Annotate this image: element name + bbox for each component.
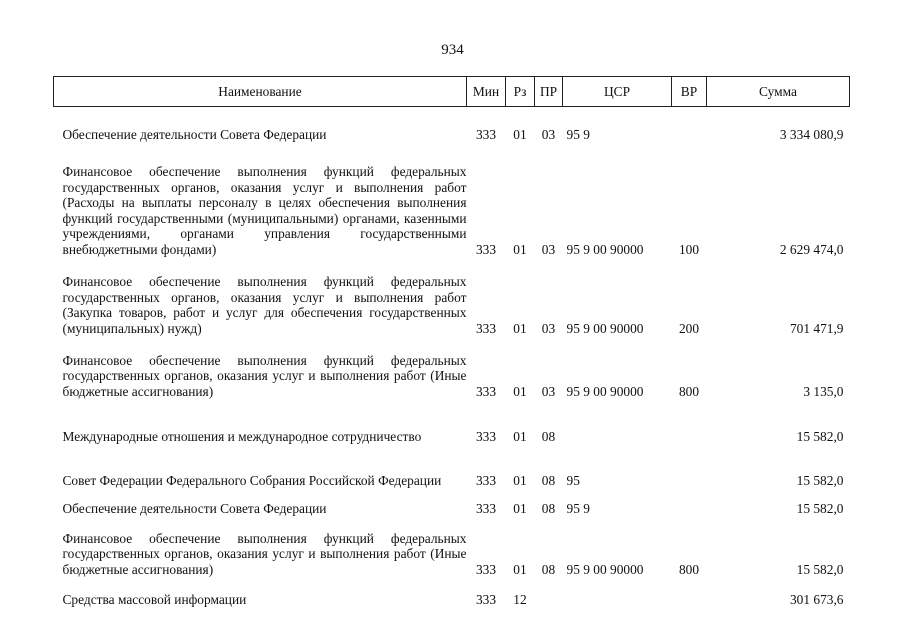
row-csr: 95 9 xyxy=(566,500,590,516)
row-csr: 95 xyxy=(566,472,580,488)
row-min: 333 xyxy=(475,383,497,399)
row-name: Совет Федерации Федерального Собрания Российской Федерации xyxy=(62,472,442,488)
row-min: 333 xyxy=(475,500,497,516)
row-name: Средства массовой информации xyxy=(62,591,247,607)
row-vr xyxy=(672,107,707,143)
row-vr: 100 xyxy=(678,241,700,257)
table-row xyxy=(54,400,850,445)
header-sum: Сумма xyxy=(707,77,850,107)
row-name: Обеспечение деятельности Совета Федерации xyxy=(62,126,327,142)
table-row xyxy=(54,489,850,517)
row-vr: 200 xyxy=(678,320,700,336)
row-vr xyxy=(672,489,707,517)
row-name: Обеспечение деятельности Совета Федерации xyxy=(62,500,327,516)
row-name: Международные отношения и международное сотрудничество xyxy=(62,428,422,444)
row-min: 333 xyxy=(475,320,497,336)
row-vr: 800 xyxy=(678,383,700,399)
row-rz: 01 xyxy=(513,428,527,444)
row-vr: 800 xyxy=(678,561,700,577)
row-min: 333 xyxy=(475,561,497,577)
row-pr: 03 xyxy=(541,126,556,142)
table-row xyxy=(54,143,850,258)
row-csr xyxy=(563,400,672,445)
row-rz: 12 xyxy=(513,591,527,607)
row-vr xyxy=(672,578,707,608)
header-min: Мин xyxy=(467,77,506,107)
header-vr: ВР xyxy=(672,77,707,107)
row-csr: 95 9 xyxy=(566,126,590,142)
row-rz: 01 xyxy=(513,383,527,399)
row-pr: 03 xyxy=(541,383,556,399)
header-name: Наименование xyxy=(54,77,467,107)
row-rz: 01 xyxy=(513,320,527,336)
row-sum: 2 629 474,0 xyxy=(779,241,844,257)
row-min: 333 xyxy=(475,591,497,607)
row-csr xyxy=(563,578,672,608)
row-pr: 03 xyxy=(541,241,556,257)
row-min: 333 xyxy=(475,428,497,444)
row-pr: 03 xyxy=(541,320,556,336)
table-row xyxy=(54,107,850,143)
page-number: 934 xyxy=(441,42,464,58)
row-rz: 01 xyxy=(513,241,527,257)
row-pr: 08 xyxy=(541,561,556,577)
row-sum: 701 471,9 xyxy=(789,320,844,336)
row-sum: 3 334 080,9 xyxy=(779,126,844,142)
row-pr: 08 xyxy=(541,428,556,444)
table-row xyxy=(54,445,850,489)
header-pr: ПР xyxy=(535,77,563,107)
row-pr: 08 xyxy=(541,500,556,516)
row-sum: 3 135,0 xyxy=(803,383,844,399)
table-row xyxy=(54,258,850,337)
row-pr xyxy=(535,578,563,608)
header-rz: Рз xyxy=(506,77,535,107)
row-sum: 15 582,0 xyxy=(796,561,844,577)
header-csr: ЦСР xyxy=(563,77,672,107)
row-rz: 01 xyxy=(513,500,527,516)
row-pr: 08 xyxy=(541,472,556,488)
table-row xyxy=(54,337,850,400)
row-min: 333 xyxy=(475,126,497,142)
row-sum: 15 582,0 xyxy=(796,472,844,488)
row-name: Финансовое обеспечение выполнения функций федеральных государственных органов, оказания услуг и выполнения работ (Расходы на выплаты персоналу в целях обеспечения выполнения функций государственными (муниципальными) органами, казенными учреждениями, органами управления государственными внебюджетными фондами) xyxy=(62,163,467,257)
row-csr: 95 9 00 90000 xyxy=(566,241,644,257)
table-row xyxy=(54,578,850,608)
row-name: Финансовое обеспечение выполнения функций федеральных государственных органов, оказания услуг и выполнения работ (Иные бюджетные ассигнования) xyxy=(62,530,467,577)
row-vr xyxy=(672,400,707,445)
row-rz: 01 xyxy=(513,472,527,488)
row-rz: 01 xyxy=(513,126,527,142)
table-row xyxy=(54,517,850,578)
row-sum: 15 582,0 xyxy=(796,500,844,516)
row-rz: 01 xyxy=(513,561,527,577)
row-csr: 95 9 00 90000 xyxy=(566,383,644,399)
row-sum: 15 582,0 xyxy=(796,428,844,444)
table-header-row xyxy=(54,77,850,107)
row-name: Финансовое обеспечение выполнения функций федеральных государственных органов, оказания услуг и выполнения работ (Иные бюджетные ассигнования) xyxy=(62,352,467,399)
row-csr: 95 9 00 90000 xyxy=(566,561,644,577)
row-csr: 95 9 00 90000 xyxy=(566,320,644,336)
row-min: 333 xyxy=(475,472,497,488)
row-vr xyxy=(672,445,707,489)
row-sum: 301 673,6 xyxy=(789,591,844,607)
row-name: Финансовое обеспечение выполнения функций федеральных государственных органов, оказания услуг и выполнения работ (Закупка товаров, работ и услуг для обеспечения государственных (муниципальных) нужд) xyxy=(62,274,467,336)
row-min: 333 xyxy=(475,241,497,257)
budget-table xyxy=(53,76,850,608)
